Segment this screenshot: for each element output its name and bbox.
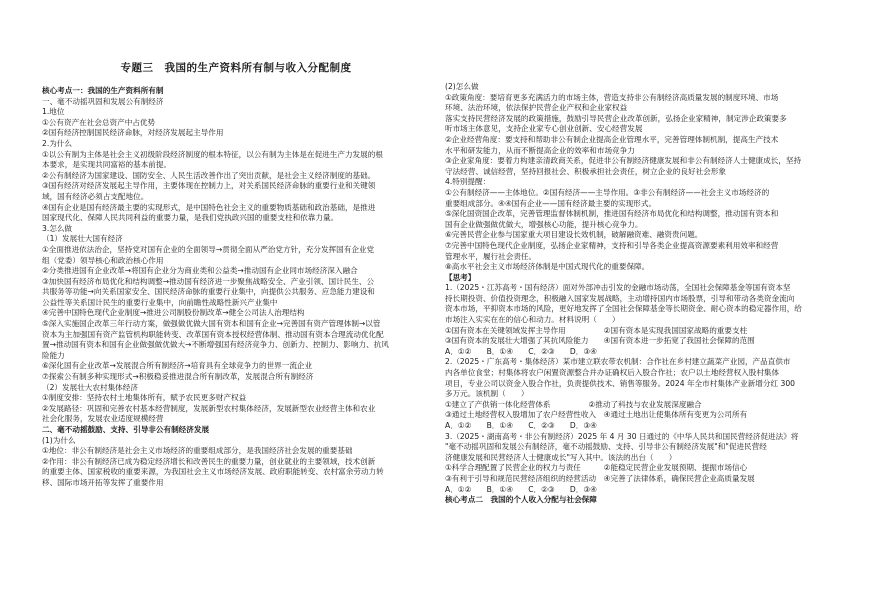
- text-line: ⑦完善中国特色现代企业制度，弘扬企业家精神，支持和引导各类企业提高资源要素利用效率和经营: [445, 240, 779, 250]
- text-line: 水平和研发能力，从而不断提高企业的效率和市场竞争力: [445, 145, 635, 155]
- text-line: 共服务等功能→向关系国家安全、国民经济命脉的重要行业集中，向提供公共服务、应急能力建设和: [42, 287, 375, 297]
- text-line: 市场注入实实在在的信心和动力。材料说明（ ）: [445, 315, 620, 325]
- text-line: (2)怎么做: [445, 82, 479, 91]
- text-line: ⑧高水平社会主义市场经济体制是中国式现代化的重要保障。: [445, 262, 650, 272]
- text-line: 管理水平，履行社会责任。: [445, 251, 537, 261]
- text-line: 【思考】: [445, 272, 476, 282]
- text-line: ②发展路径：巩固和完善农村基本经营制度，发展新型农村集体经济，发展新型农业经营主体和农业: [42, 403, 376, 413]
- text-line: 项目，专业公司以资金入股合作社，负责提供技术、销售等服务。2024 年全市村集体产业新增分红 300: [445, 378, 795, 388]
- text-line: 听市场主体意见，支持企业家专心创业创新、安心经营发展: [445, 124, 643, 134]
- text-line: 4.特别提醒：: [445, 177, 491, 187]
- text-line: A．①② B．①④ C．②③ D．③④: [445, 421, 597, 430]
- page-title: 专题三 我国的生产资料所有制与收入分配制度: [120, 62, 352, 74]
- text-line: 置→推动国有资本和国有企业做强做优做大→不断增强国有经济竞争力、创新力、控制力、影响力、抗风: [42, 340, 389, 350]
- text-line: ②公有制经济为国家建设、国防安全、人民生活改善作出了突出贡献，是社会主义经济制度的基础。: [42, 170, 376, 180]
- text-line: ①科学合理配置了民营企业的权力与责任 ②能稳定民营企业发展预期、提振市场信心: [445, 463, 748, 473]
- text-line: 3.（2025・湖南高考・非公有制经济）2025 年 4 月 30 日通过的《中华人民共和国民营经济促进法》将: [445, 431, 799, 441]
- text-line: ①公有资产在社会总资产中占优势: [42, 117, 156, 127]
- text-line: ③加快国有经济布局优化和结构调整→推动国有经济进一步聚焦战略安全、产业引领、国计民生、公: [42, 276, 375, 286]
- text-line: 资本为主加强国有资产监管机构职能转变、改革国有资本授权经营体制、推动国有资本合理流动优化配: [42, 329, 384, 339]
- text-line: ③国有资本的发展壮大增强了其抗风险能力 ④国有资本进一步拓宽了我国社会保障的范围: [445, 336, 755, 346]
- text-line: 守法经营、诚信经营，坚持回报社会、积极承担社会责任，树立企业的良好社会形象: [445, 166, 726, 176]
- text-line: 3.怎么做: [42, 223, 73, 233]
- text-line: 重要组成部分。④④国有企业——国有经济最主要的实现形式。: [445, 198, 657, 208]
- text-line: ②国有经济控制国民经济命脉，对经济发展起主导作用: [42, 128, 224, 138]
- text-line: ②作用：非公有制经济已成为稳定经济增长和改善民生的重要力量，创业就业的主要领域，技术创新: [42, 456, 376, 466]
- text-line: 1.（2025・江苏高考・国有经济）面对外部冲击引发的金融市场动荡，全国社会保障基金等国有资本坚: [445, 283, 791, 293]
- text-line: 多万元。该机制（ ）: [445, 389, 529, 399]
- text-line: 移、国际市场开拓等发挥了重要作用: [42, 477, 164, 487]
- text-line: 的重要主体、国家税收的重要来源，为我国社会主义市场经济发展、政府职能转变、农村富余劳动力转: [42, 467, 384, 477]
- text-line: ①地位：非公有制经济是社会主义市场经济的重要组成部分，是我国经济社会发展的重要基础: [42, 446, 353, 456]
- text-line: 落实支持民营经济发展的政策措施，鼓励引导民营企业改革创新，弘扬企业家精神，制定涉企政策要多: [445, 113, 787, 123]
- text-line: ①公有制经济——主体地位。②国有经济——主导作用。③非公有制经济——社会主义市场经济的: [445, 187, 770, 197]
- text-line: ⑤深化国资国企改革，完善管理监督体制机制，推进国有经济布局优化和结构调整，推动国有资本和: [445, 209, 779, 219]
- text-line: ③企业家角度：要着力构建亲清政商关系，促进非公有制经济健康发展和非公有制经济人士健康成长，坚持: [445, 156, 802, 166]
- text-line: ②分类推进国有企业改革→将国有企业分为商业类和公益类→推动国有企业同市场经济深入融合: [42, 266, 358, 276]
- text-line: "毫不动摇巩固和发展公有制经济，毫不动摇鼓励、支持、引导非公有制经济发展"和"促进民营经: [445, 442, 767, 452]
- text-line: ④完善中国特色现代企业制度→推进公司制股份制改革→健全公司法人治理结构: [42, 308, 305, 318]
- text-line: A．①② B．①④ C．②③ D．③④: [445, 346, 597, 356]
- text-line: ③有利于引导和规范民营经济组织的经营活动 ④完善了法律体系，确保民营企业高质量发展: [445, 473, 755, 483]
- text-line: 域，国有经济必须占支配地位。: [42, 191, 149, 201]
- text-line: A．①② B．①④ C．②③ D．③④: [445, 484, 597, 494]
- text-line: ①政策角度：要培育更多充满活力的市场主体，营造支持非公有制经济高质量发展的制度环境、市场: [445, 92, 779, 102]
- left-column: [42, 86, 430, 489]
- text-line: 一、毫不动摇巩固和发展公有制经济: [42, 96, 164, 106]
- text-line: 济健康发展和民营经济人士健康成长"写入其中。该法的出台（ ）: [445, 452, 677, 462]
- text-line: （1）发展壮大国有经济: [42, 234, 123, 244]
- text-line: ①国有资本在关键领域发挥主导作用 ②国有资本是实现我国国家战略的重要支柱: [445, 325, 748, 335]
- text-line: 内各单位食堂；村集体将农户闲置资源整合并办证确权后入股合作社；农户以土地经营权入股村集体: [445, 368, 780, 378]
- text-line: ⑤深入实施国企改革三年行动方案，做强做优做大国有资本和国有企业→完善国有资产管理体制→以管: [42, 319, 381, 329]
- text-line: 公益性等关系国计民生的重要行业集中，向前瞻性战略性新兴产业集中: [42, 297, 278, 307]
- text-line: ⑥完善民营企业参与国家重大项目建设长效机制，破解融资难、融资贵问题。: [445, 230, 703, 240]
- text-line: 2.为什么: [42, 138, 73, 148]
- text-line: 持长期投资、价值投资理念，积极融入国家发展战略，主动增持国内市场股票，引导和带动各类资金流向: [445, 293, 795, 303]
- text-line: 本要求，是实现共同富裕的基本前提。: [42, 160, 172, 170]
- text-line: ①建立了产供销一体化经营体系 ②推动了科技与农业发展深度融合: [445, 399, 702, 409]
- text-line: ①全面推进依法治企，坚持党对国有企业的全面领导→贯彻全面从严治党方针，充分发挥国有企业党: [42, 244, 375, 254]
- text-line: 国家现代化、保障人民共同利益的重要力量，是我们党执政兴国的重要支柱和依靠力量。: [42, 213, 339, 223]
- text-line: 险能力: [42, 350, 65, 360]
- text-line: (1)为什么: [42, 435, 76, 445]
- text-line: 组（党委）领导核心和政治核心作用: [42, 255, 164, 265]
- text-line: 二、毫不动摇鼓励、支持、引导非公有制经济发展: [42, 425, 210, 434]
- text-line: 1.地位: [42, 107, 65, 117]
- text-line: 2.（2025・广东高考・集体经济）某市建立联农带农机制：合作社在乡村建立蔬菜产业园，产品直供市: [445, 357, 791, 367]
- text-line: 环境、法治环境，依法保护民营企业产权和企业家权益: [445, 103, 628, 113]
- text-line: ①制度安排：坚持农村土地集体所有，赋予农民更多财产权益: [42, 393, 247, 403]
- text-line: ③国有经济对经济发展起主导作用，主要体现在控制力上，对关系国民经济命脉的重要行业和关键领: [42, 181, 376, 191]
- right-column: [445, 82, 835, 506]
- text-line: 国有企业做强做优做大，增强核心功能，提升核心竞争力。: [445, 219, 643, 229]
- text-line: ③通过土地经营权入股增加了农户经营性收入 ④通过土地出让使集体所有变更为公司所有: [445, 410, 748, 420]
- text-line: ①以公有制为主体是社会主义初级阶段经济制度的根本特征，以公有制为主体是在促进生产力发展的根: [42, 149, 383, 159]
- text-line: ⑥深化国有企业改革→发展混合所有制经济→培育具有全球竞争力的世界一流企业: [42, 361, 313, 371]
- text-line: （2）发展壮大农村集体经济: [42, 382, 138, 392]
- text-line: 社会化服务，发展农业适度规模经营: [42, 414, 164, 424]
- text-line: ④国有企业是国有经济最主要的实现形式，是中国特色社会主义的重要物质基础和政治基础，是推进: [42, 202, 376, 212]
- text-line: ⑦探索公有制多种实现形式→积极稳妥推进混合所有制改革，发展混合所有制经济: [42, 372, 314, 382]
- text-line: ②企业经营角度：要支持和帮助非公有制企业提高企业管理水平，完善管理体制机制，提高生产技术: [445, 134, 779, 144]
- text-line: 资本市场，平抑资本市场的风险，更好地发挥了全国社会保障基金等长期资金、耐心资本的稳定器作用，给: [445, 304, 802, 314]
- text-line: 核心考点二 我国的个人收入分配与社会保障: [445, 495, 597, 505]
- text-line: 核心考点一：我国的生产资料所有制: [42, 86, 164, 95]
